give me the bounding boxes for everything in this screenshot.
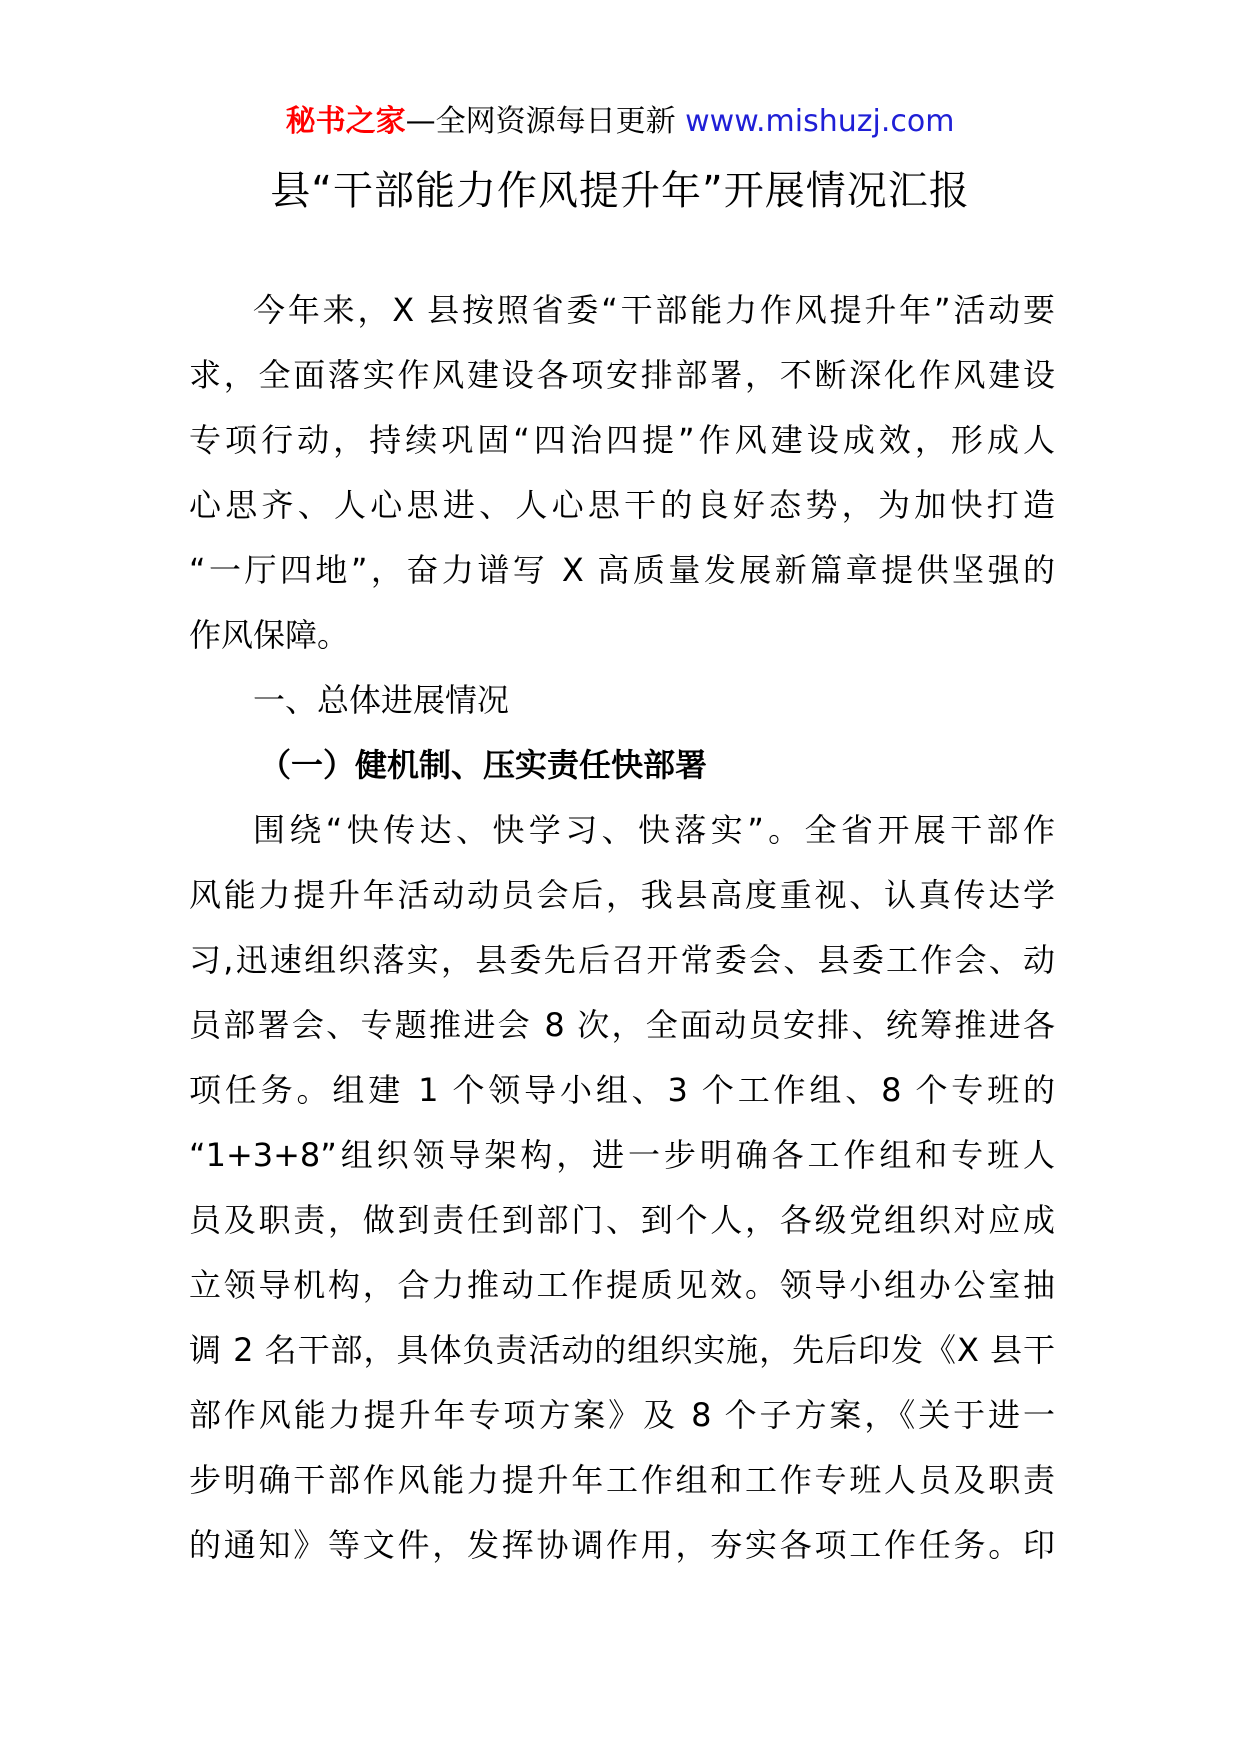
paragraph-line: 围绕“快传达、快学习、快落实”。全省开展干部作 <box>253 811 1055 849</box>
paragraph-line: 员部署会、专题推进会 8 次，全面动员安排、统筹推进各 <box>189 1006 1055 1044</box>
paragraph-line: 求，全面落实作风建设各项安排部署，不断深化作风建设 <box>189 356 1055 394</box>
paragraph-line: 专项行动，持续巩固“四治四提”作风建设成效，形成人 <box>189 421 1055 459</box>
paragraph-line: 员及职责，做到责任到部门、到个人，各级党组织对应成 <box>189 1201 1055 1239</box>
watermark-tagline: —全网资源每日更新 <box>405 104 676 139</box>
paragraph-line: 习,迅速组织落实，县委先后召开常委会、县委工作会、动 <box>189 941 1055 979</box>
paragraph-line: “1+3+8”组织领导架构，进一步明确各工作组和专班人 <box>189 1136 1055 1174</box>
paragraph-line: 心思齐、人心思进、人心思干的良好态势，为加快打造 <box>189 486 1055 524</box>
watermark-brand: 秘书之家 <box>285 104 406 139</box>
paragraph-line: 风能力提升年活动动员会后，我县高度重视、认真传达学 <box>189 876 1055 914</box>
watermark-header <box>0 102 1240 142</box>
paragraph-line: 项任务。组建 1 个领导小组、3 个工作组、8 个专班的 <box>189 1071 1055 1109</box>
paragraph-line: 今年来，X 县按照省委“干部能力作风提升年”活动要 <box>253 291 1055 329</box>
subsection-heading: （一）健机制、压实责任快部署 <box>259 746 708 784</box>
paragraph-line: 作风保障。 <box>189 616 350 654</box>
paragraph-line: 立领导机构，合力推动工作提质见效。领导小组办公室抽 <box>189 1266 1055 1304</box>
document-title: 县“干部能力作风提升年”开展情况汇报 <box>270 168 970 214</box>
paragraph-line: 步明确干部作风能力提升年工作组和工作专班人员及职责 <box>189 1461 1055 1499</box>
paragraph-line: 的通知》等文件，发挥协调作用，夯实各项工作任务。印 <box>189 1526 1055 1564</box>
paragraph-line: “一厅四地”，奋力谱写 X 高质量发展新篇章提供坚强的 <box>189 551 1055 589</box>
paragraph-line: 部作风能力提升年专项方案》及 8 个子方案，《关于进一 <box>189 1396 1055 1434</box>
document-body <box>189 288 1055 1588</box>
watermark-url[interactable]: www.mishuzj.com <box>685 104 955 139</box>
section-heading: 一、总体进展情况 <box>253 681 510 719</box>
paragraph-line: 调 2 名干部，具体负责活动的组织实施，先后印发《X 县干 <box>189 1331 1055 1369</box>
